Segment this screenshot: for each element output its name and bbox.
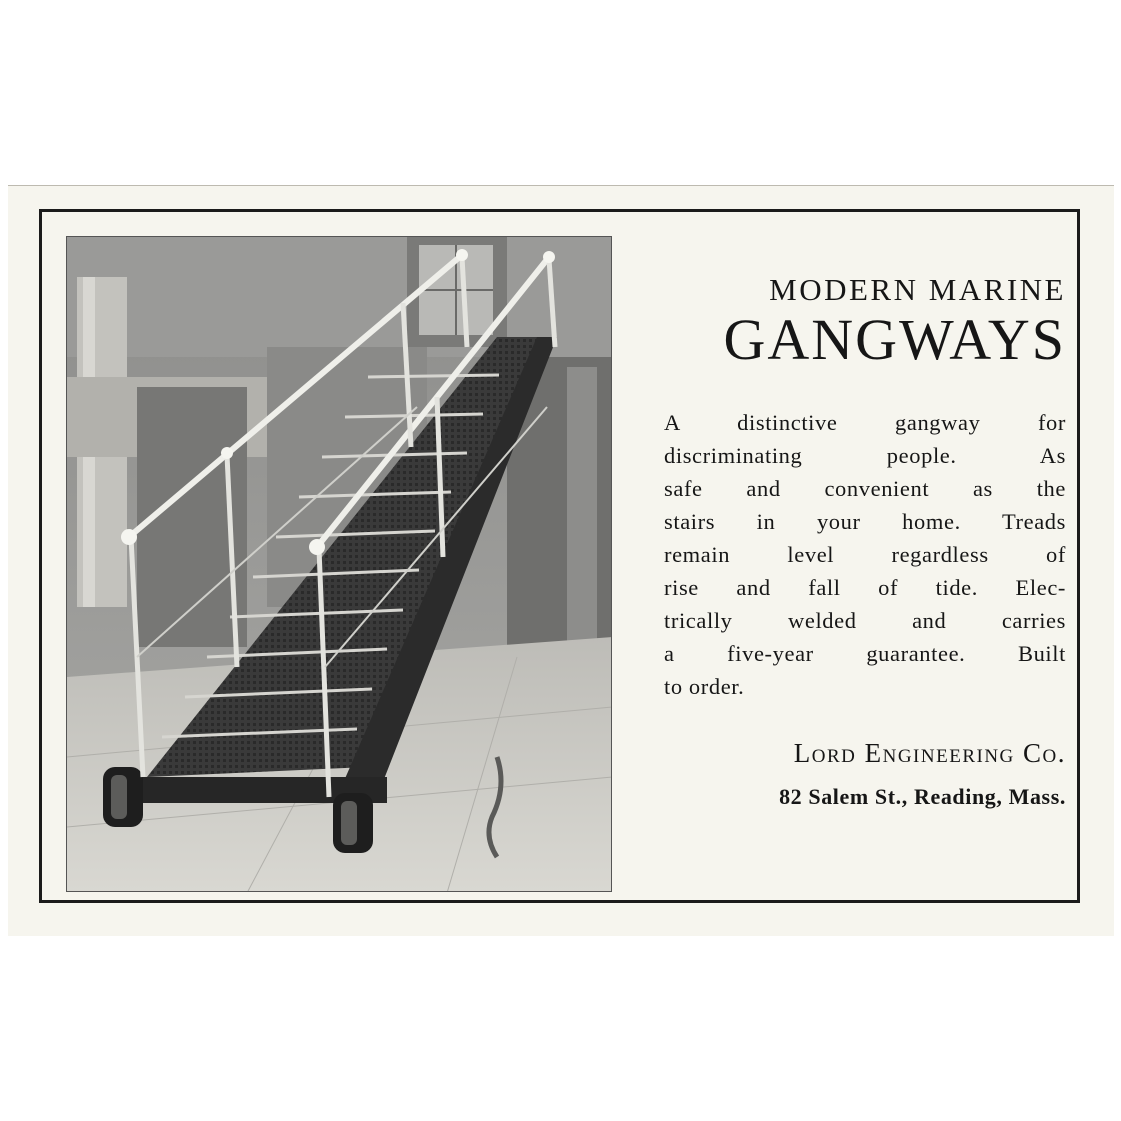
gangway-photo <box>66 236 612 892</box>
body-line: rise and fall of tide. Elec- <box>664 575 1066 600</box>
body-line: A distinctive gangway for <box>664 410 1066 435</box>
body-line: trically welded and carries <box>664 608 1066 633</box>
advertisement-copy <box>636 272 1066 811</box>
heading-line-2: GANGWAYS <box>723 307 1066 372</box>
body-line: a five-year guarantee. Built <box>664 641 1066 666</box>
body-line: remain level regardless of <box>664 542 1066 567</box>
heading-line-1: MODERN MARINE <box>769 272 1066 307</box>
magazine-clipping <box>8 185 1114 936</box>
body-line: to order. <box>664 674 745 699</box>
company-address: 82 Salem St., Reading, Mass. <box>779 784 1066 809</box>
advertisement-frame <box>39 209 1080 903</box>
body-line: safe and convenient as the <box>664 476 1066 501</box>
gangway-photo-illustration <box>67 237 612 892</box>
company-name: Lord Engineering Co. <box>793 738 1066 768</box>
body-paragraph <box>636 406 1066 703</box>
body-line: stairs in your home. Treads <box>664 509 1066 534</box>
body-line: discriminating people. As <box>664 443 1066 468</box>
